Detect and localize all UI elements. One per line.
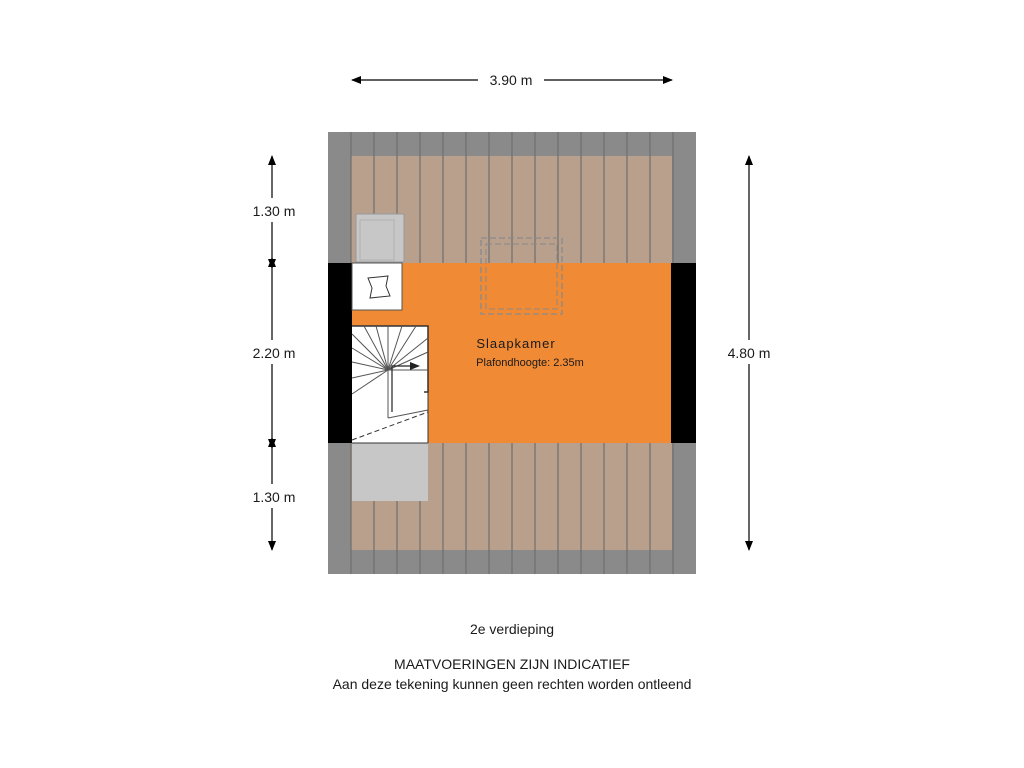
stair-area: [352, 326, 428, 443]
dimension-right-total: 4.80 m: [727, 345, 771, 361]
dimension-top-width: 3.90 m: [489, 72, 533, 88]
closet: [352, 263, 402, 310]
chimney-fixture: [356, 214, 404, 262]
dimension-left-middle: 2.20 m: [252, 345, 296, 361]
dimension-left-upper: 1.30 m: [252, 203, 296, 219]
floor-caption: 2e verdieping: [469, 621, 555, 637]
room-ceiling-height: Plafondhoogte: 2.35m: [476, 357, 584, 369]
disclaimer-line-2: Aan deze tekening kunnen geen rechten worden ontleend: [332, 676, 692, 692]
wall-left: [328, 263, 352, 443]
disclaimer-line-1: MAATVOERINGEN ZIJN INDICATIEF: [394, 656, 630, 672]
wall-right: [671, 263, 696, 443]
room-name: Slaapkamer: [476, 336, 556, 351]
dimension-left-lower: 1.30 m: [252, 489, 296, 505]
lower-fixture: [352, 443, 428, 501]
